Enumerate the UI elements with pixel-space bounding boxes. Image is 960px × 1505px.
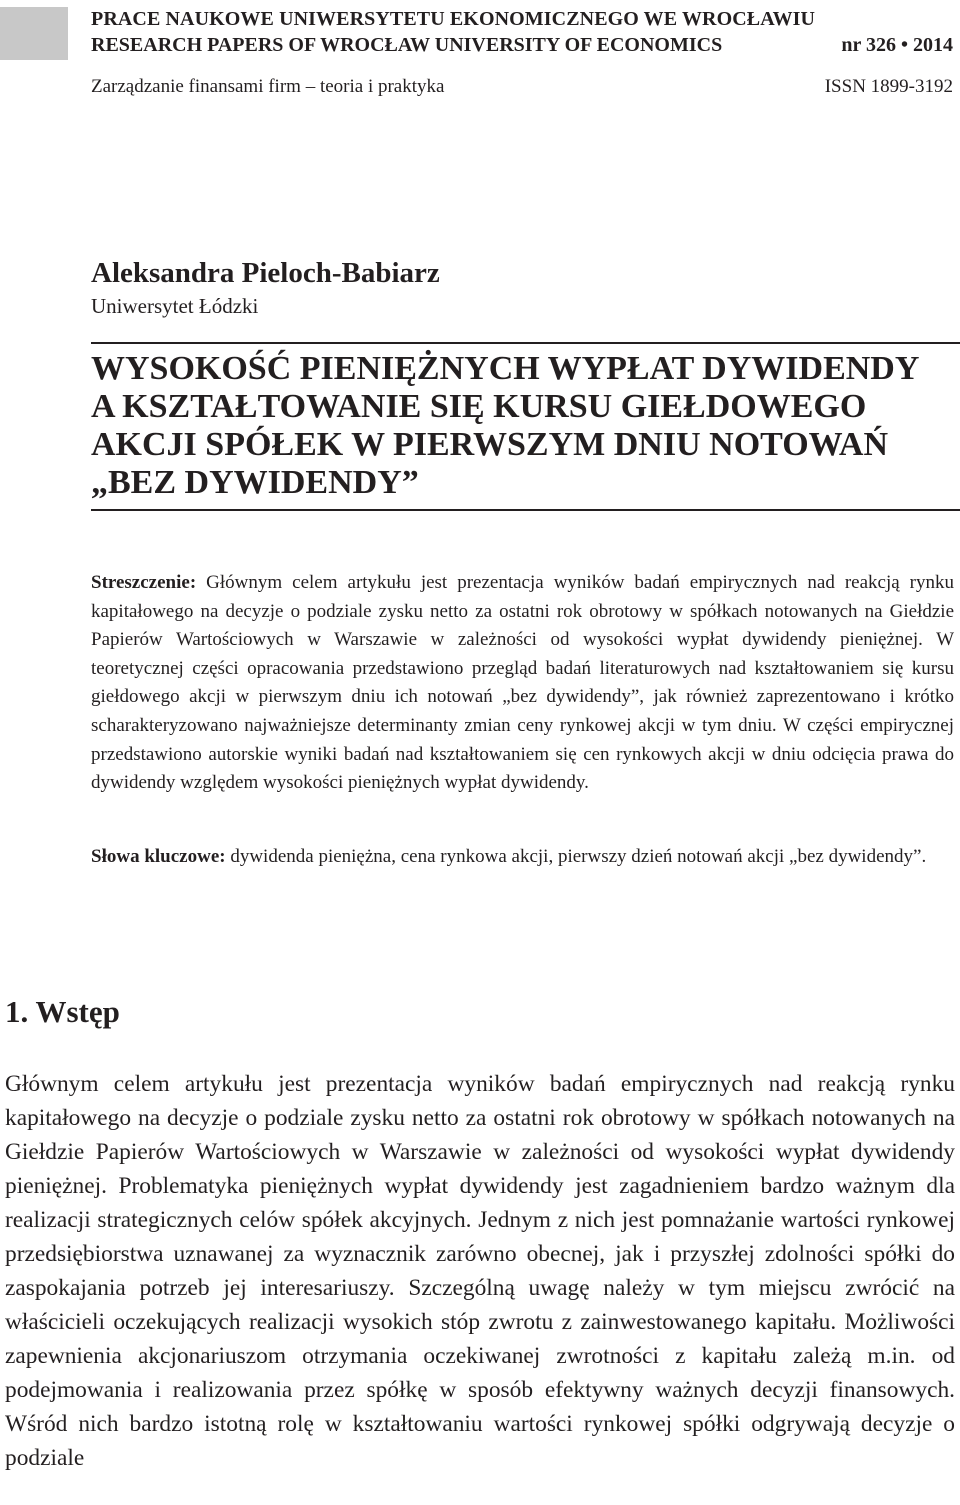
volume-title: Zarządzanie finansami firm – teoria i praktyka [91,76,445,97]
series-title-pl: PRACE NAUKOWE UNIWERSYTETU EKONOMICZNEGO WE WROCŁAWIU [91,8,816,30]
series-title-pl-row [91,8,953,31]
abstract-label: Streszczenie: [91,572,197,593]
header-gray-block [0,7,68,60]
title-rule-bottom [91,509,960,511]
series-title-en-row [91,34,953,57]
section-heading: 1. Wstęp [5,994,120,1029]
title-line: AKCJI SPÓŁEK W PIERWSZYM DNIU NOTOWAŃ [91,426,888,463]
section-body-text: Głównym celem artykułu jest prezentacja wyników badań empirycznych nad reakcją rynku kapitałowego na decyzje o podziale zysku netto za ostatni rok obrotowy w spółkach notowanych na Giełdzie Papierów Wartościowych w Warszawie w zależności od wysokości wypłat dywidendy pieniężnej. Problematyka pieniężnych wypłat dywidendy jest zagadnieniem bardzo ważnym dla realizacji strategicznych celów spółek akcyjnych. Jednym z nich jest pomnażanie wartości rynkowej przedsiębiorstwa uznawanej za wyznacznik zarówno obecnej, jak i przyszłej zdolności spółki do zaspokajania potrzeb jej interesariuszy. Szczególną uwagę należy w tym miejscu zwrócić na właścicieli oczekujących realizacji wysokich stóp zwrotu z zainwestowanego kapitału. Możliwości zapewnienia akcjonariuszom otrzymania oczekiwanej zwrotności z kapitału zależą m.in. od podejmowania i realizowania przez spółkę w sposób efektywny ważnych decyzji finansowych. Wśród nich bardzo istotną rolę w kształtowaniu wartości rynkowej spółki odgrywają decyzje o podziale [5,1071,955,1471]
author-name: Aleksandra Pieloch-Babiarz [91,257,440,289]
abstract-text: Głównym celem artykułu jest prezentacja wyników badań empirycznych nad reakcją rynku kapitałowego na decyzje o podziale zysku netto za ostatni rok obrotowy w spółkach notowanych na Giełdzie Papierów Wartościowych w Warszawie w zależności od wysokości wypłat dywidendy pieniężnej. W teoretycznej części opracowania przedstawiono przegląd badań literaturowych nad kształtowaniem się kursu giełdowego akcji w pierwszym dniu ich notowań „bez dywidendy”, jak również zaprezentowano i krótko scharakteryzowano najważniejsze determinanty zmian ceny rynkowej akcji w tym dniu. W części empirycznej przedstawiono autorskie wyniki badań nad kształtowaniem się cen rynkowych akcji w dniu odcięcia prawa do dywidendy względem wysokości pieniężnych wypłat dywidendy. [91,572,954,794]
keywords [91,843,954,872]
keywords-text: dywidenda pieniężna, cena rynkowa akcji, pierwszy dzień notowań akcji „bez dywidendy”. [230,846,927,867]
title-line: „BEZ DYWIDENDY” [91,464,419,501]
article-title [91,350,919,502]
keywords-label: Słowa kluczowe: [91,846,226,867]
title-line: WYSOKOŚĆ PIENIĘŻNYCH WYPŁAT DYWIDENDY [91,350,920,387]
volume-row [91,76,953,98]
title-line: A KSZTAŁTOWANIE SIĘ KURSU GIEŁDOWEGO [91,388,867,425]
title-rule-top [91,342,960,344]
series-title-en: RESEARCH PAPERS OF WROCŁAW UNIVERSITY OF ECONOMICS [91,34,723,56]
abstract [91,569,954,798]
author-affiliation: Uniwersytet Łódzki [91,294,259,318]
issn: ISSN 1899-3192 [824,76,953,97]
issue-number: nr 326 • 2014 [841,34,953,56]
